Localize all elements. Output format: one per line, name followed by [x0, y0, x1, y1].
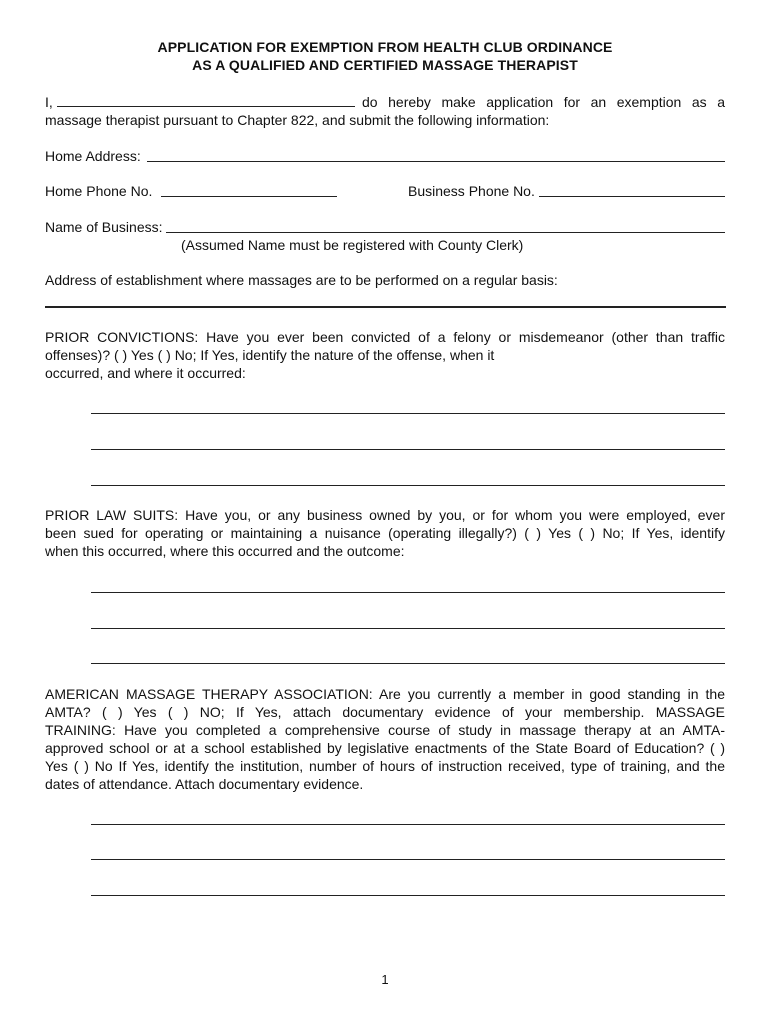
business-phone-line[interactable] — [539, 196, 725, 197]
establishment-address-line[interactable] — [45, 306, 726, 308]
prior-law-suits-line3: when this occurred, where this occurred and the outcome: — [45, 543, 405, 559]
home-address-line[interactable] — [147, 161, 725, 162]
home-address-label: Home Address: — [45, 148, 141, 164]
amta-line6: dates of attendance. Attach documentary evidence. — [45, 776, 364, 792]
name-of-business-line[interactable] — [166, 232, 725, 233]
home-phone-label: Home Phone No. — [45, 183, 153, 199]
establishment-address-label: Address of establishment where massages are to be performed on a regular basis: — [45, 272, 558, 288]
form-title-line2: AS A QUALIFIED AND CERTIFIED MASSAGE THERAPIST — [192, 57, 578, 73]
assumed-name-note: (Assumed Name must be registered with County Clerk) — [181, 237, 524, 253]
amta-line2: AMTA? ( ) Yes ( ) NO; If Yes, attach documentary evidence of your membership. MASSAGE — [45, 704, 725, 720]
business-phone-label: Business Phone No. — [408, 183, 535, 199]
intro-prefix: I, — [45, 94, 53, 110]
amta-answer-line[interactable] — [91, 895, 725, 896]
prior-convictions-line3: occurred, and where it occurred: — [45, 365, 246, 381]
applicant-name-line[interactable] — [57, 106, 355, 107]
amta-answer-line[interactable] — [91, 859, 725, 860]
prior-law-suits-answer-line[interactable] — [91, 663, 725, 664]
prior-convictions-line2: offenses)? ( ) Yes ( ) No; If Yes, identify the nature of the offense, when it — [45, 347, 495, 363]
page-number: 1 — [381, 972, 389, 987]
home-phone-line[interactable] — [161, 196, 337, 197]
amta-answer-line[interactable] — [91, 824, 725, 825]
amta-line1: AMERICAN MASSAGE THERAPY ASSOCIATION: Are you currently a member in good standing in the — [45, 686, 725, 702]
amta-line3: TRAINING: Have you completed a comprehensive course of study in massage therapy at an AMTA- — [45, 722, 725, 738]
intro-suffix: do hereby make application for an exemption as a — [362, 94, 725, 110]
intro-line2: massage therapist pursuant to Chapter 822, and submit the following information: — [45, 112, 550, 128]
prior-convictions-answer-line[interactable] — [91, 485, 725, 486]
form-title-line1: APPLICATION FOR EXEMPTION FROM HEALTH CLUB ORDINANCE — [157, 39, 613, 55]
prior-law-suits-answer-line[interactable] — [91, 592, 725, 593]
prior-law-suits-answer-line[interactable] — [91, 628, 725, 629]
name-of-business-label: Name of Business: — [45, 219, 163, 235]
amta-line5: Yes ( ) No If Yes, identify the institution, number of hours of instruction received, type of training, and the — [45, 758, 725, 774]
prior-law-suits-line2: been sued for operating or maintaining a nuisance (operating illegally?) ( ) Yes ( ) No; If Yes, identify — [45, 525, 725, 541]
amta-line4: approved school or at a school established by legislative enactments of the State Board of Education? ( ) — [45, 740, 725, 756]
prior-convictions-line1: PRIOR CONVICTIONS: Have you ever been convicted of a felony or misdemeanor (other than traffic — [45, 329, 725, 345]
prior-convictions-answer-line[interactable] — [91, 449, 725, 450]
prior-convictions-answer-line[interactable] — [91, 413, 725, 414]
prior-law-suits-line1: PRIOR LAW SUITS: Have you, or any business owned by you, or for whom you were employed, ever — [45, 507, 725, 523]
